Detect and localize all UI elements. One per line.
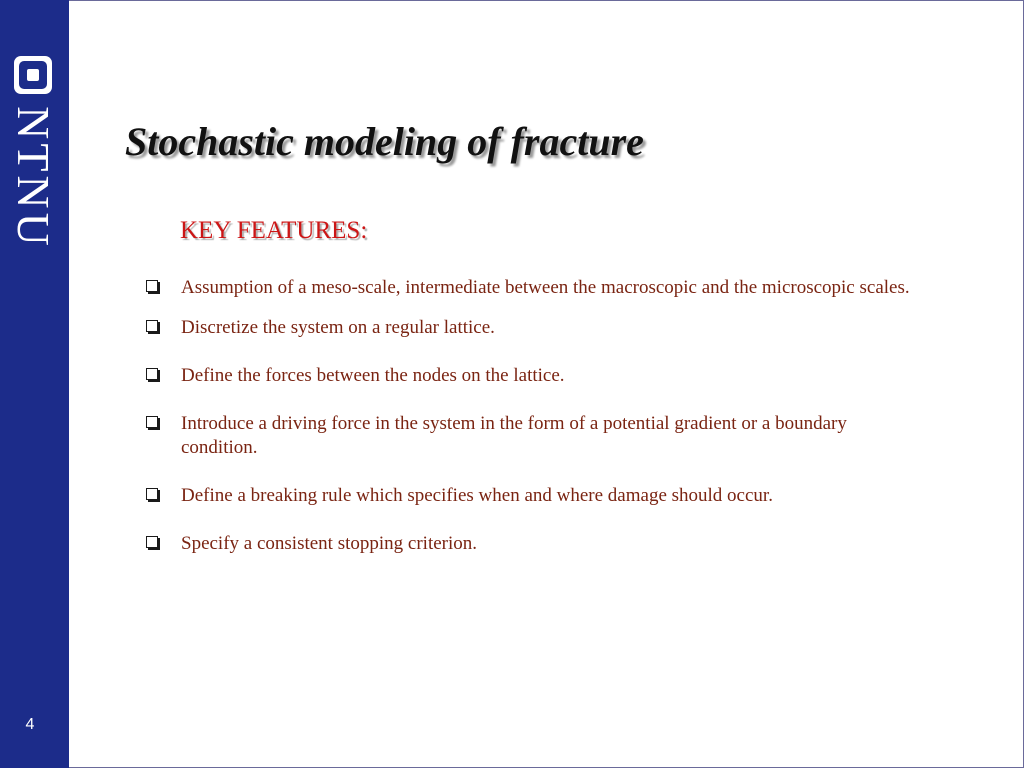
logo-inner-frame bbox=[19, 61, 47, 89]
feature-list bbox=[143, 276, 913, 580]
feature-item bbox=[143, 484, 913, 508]
feature-text: Define the forces between the nodes on the lattice. bbox=[181, 365, 565, 386]
checkbox-bullet-icon bbox=[146, 488, 158, 500]
logo-inner-dot bbox=[27, 69, 39, 81]
slide-subtitle: KEY FEATURES: bbox=[180, 217, 368, 244]
feature-item bbox=[143, 276, 913, 300]
feature-item bbox=[143, 316, 913, 340]
feature-text: Specify a consistent stopping criterion. bbox=[181, 533, 478, 554]
checkbox-bullet-icon bbox=[146, 536, 158, 548]
checkbox-bullet-icon bbox=[146, 320, 158, 332]
ntnu-logo-icon bbox=[14, 56, 52, 94]
slide-title: Stochastic modeling of fracture bbox=[125, 119, 644, 164]
sidebar bbox=[0, 0, 69, 768]
feature-text: Assumption of a meso-scale, intermediate between the macroscopic and the microscopic scales. bbox=[181, 277, 910, 298]
checkbox-bullet-icon bbox=[146, 416, 158, 428]
page-number: 4 bbox=[25, 716, 35, 733]
feature-item bbox=[143, 364, 913, 388]
feature-text: Define a breaking rule which specifies when and where damage should occur. bbox=[181, 485, 773, 506]
feature-item bbox=[143, 412, 913, 460]
feature-text: Discretize the system on a regular lattice. bbox=[181, 317, 495, 338]
checkbox-bullet-icon bbox=[146, 280, 158, 292]
feature-item bbox=[143, 532, 913, 556]
ntnu-logo-text: NTNU bbox=[8, 106, 59, 250]
feature-text: Introduce a driving force in the system in the form of a potential gradient or a boundary condition. bbox=[181, 413, 847, 458]
checkbox-bullet-icon bbox=[146, 368, 158, 380]
